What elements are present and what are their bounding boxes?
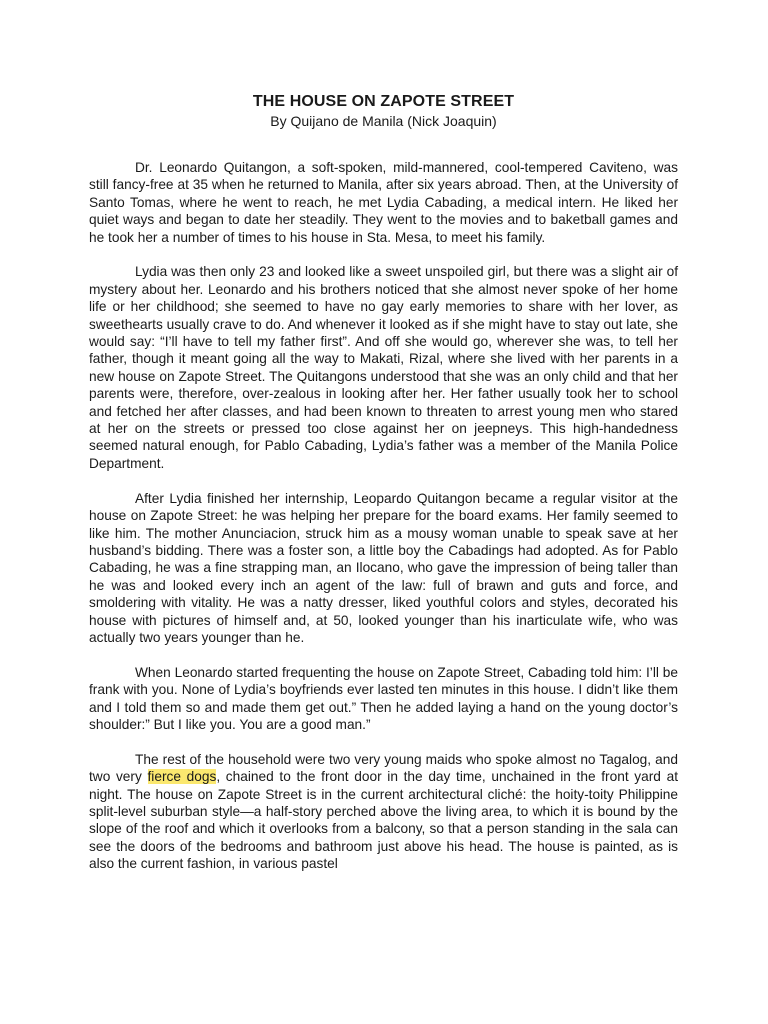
paragraph-1: Dr. Leonardo Quitangon, a soft-spoken, mild-mannered, cool-tempered Caviteno, was still fancy-free at 35 when he returned to Manila, after six years abroad. Then, at the University of Santo Tomas, where he went to reach, he met Lydia Cabading, a medical intern. He liked her quiet ways and began to date her steadily. They went to the movies and to baketball games and he took her a number of times to his house in Sta. Mesa, to meet his family. [89, 160, 678, 245]
document-byline: By Quijano de Manila (Nick Joaquin) [270, 113, 497, 129]
highlighted-text: fierce dogs [147, 769, 217, 785]
paragraph-5 [89, 751, 678, 873]
document-page [89, 92, 678, 890]
paragraph-2: Lydia was then only 23 and looked like a sweet unspoiled girl, but there was a slight air of mystery about her. Leonardo and his brothers noticed that she almost never spoke of her home life or her childhood; she seemed to have no gay early memories to share with her lover, as sweethearts usually crave to do. And whenever it looked as if she might have to stay out late, she would say: “I’ll have to tell my father first”. And off she would go, wherever she was, to tell her father, though it meant going all the way to Makati, Rizal, where she lived with her parents in a new house on Zapote Street. The Quitangons understood that she was an only child and that her parents were, therefore, over-zealous in looking after her. Her father usually took her to school and fetched her after classes, and had been known to threaten to arrest young men who stared at her on the streets or pressed too close against her on jeepneys. This high-handedness seemed natural enough, for Pablo Cabading, Lydia’s father was a member of the Manila Police Department. [89, 264, 678, 471]
paragraph-5-text-after: , chained to the front door in the day time, unchained in the front yard at night. The house on Zapote Street is in the current architectural cliché: the hoity-toity Philippine split-level suburban style—a half-story perched above the living area, to which it is bound by the slope of the roof and which it overlooks from a balcony, so that a person standing in the sala can see the doors of the bedrooms and bathroom just above his head. The house is painted, as is also the current fashion, in various pastel [89, 769, 678, 872]
document-title: THE HOUSE ON ZAPOTE STREET [252, 93, 515, 110]
paragraph-3: After Lydia finished her internship, Leopardo Quitangon became a regular visitor at the house on Zapote Street: he was helping her prepare for the board exams. Her family seemed to like him. The mother Anunciacion, struck him as a mousy woman unable to speak save at her husband’s bidding. There was a foster son, a little boy the Cabadings had adopted. As for Pablo Cabading, he was a fine strapping man, an Ilocano, who gave the impression of being taller than he was and looked every inch an agent of the law: full of brawn and guts and force, and smoldering with vitality. He was a natty dresser, liked youthful colors and styles, decorated his house with pictures of himself and, at 50, looked younger than his inarticulate wife, who was actually two years younger than he. [89, 490, 678, 645]
paragraph-4: When Leonardo started frequenting the house on Zapote Street, Cabading told him: I’ll be frank with you. None of Lydia’s boyfriends ever lasted ten minutes in this house. I didn’t like them and I told them so and made them get out.” Then he added laying a hand on the young doctor’s shoulder:” But I like you. You are a good man.” [89, 664, 678, 732]
paragraph-5-text-before: The rest of the household were two very young maids who spoke almost no Tagalog, and two very [89, 751, 678, 785]
